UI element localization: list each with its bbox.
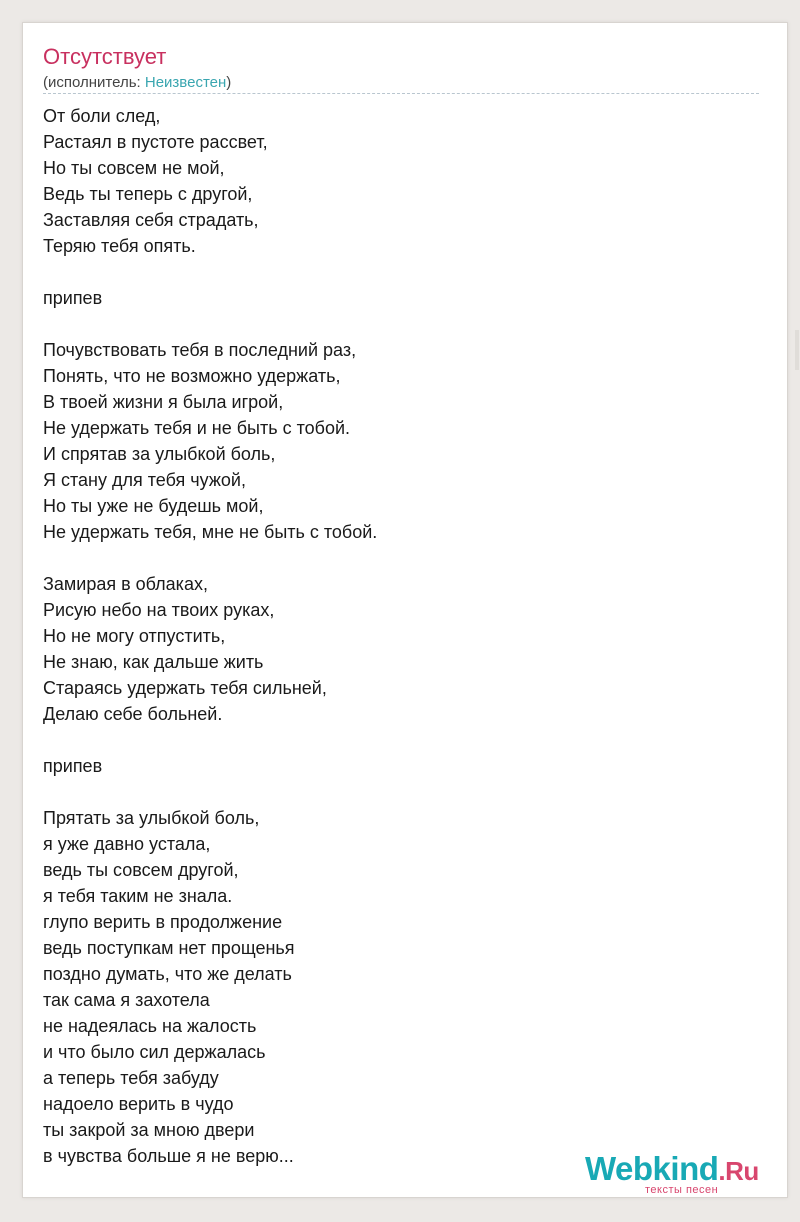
lyric-line: и что было сил держалась (43, 1042, 266, 1062)
lyric-line: Не удержать тебя и не быть с тобой. (43, 418, 351, 438)
lyric-line: Не знаю, как дальше жить (43, 652, 264, 672)
lyric-line: не надеялась на жалость (43, 1016, 257, 1036)
webkind-logo[interactable] (585, 1151, 785, 1199)
stanza-break (43, 727, 377, 753)
lyric-line: я тебя таким не знала. (43, 886, 233, 906)
lyrics-card (22, 22, 788, 1198)
performer-link[interactable]: Неизвестен (144, 74, 227, 91)
lyric-line: поздно думать, что же делать (43, 964, 292, 984)
lyric-line: глупо верить в продолжение (43, 912, 283, 932)
lyric-line: ведь поступкам нет прощенья (43, 938, 295, 958)
lyric-line: Теряю тебя опять. (43, 236, 196, 256)
title-divider (43, 93, 759, 94)
lyric-line: ведь ты совсем другой, (43, 860, 239, 880)
lyric-line: От боли след, (43, 106, 161, 126)
lyric-line: а теперь тебя забуду (43, 1068, 219, 1088)
logo-tagline: тексты песен (645, 1184, 719, 1196)
lyric-line: надоело верить в чудо (43, 1094, 234, 1114)
lyric-line: Я стану для тебя чужой, (43, 470, 246, 490)
lyric-line: В твоей жизни я была игрой, (43, 392, 284, 412)
lyric-line: Рисую небо на твоих руках, (43, 600, 275, 620)
song-title: Отсутствует (43, 44, 167, 69)
stanza-break (43, 545, 377, 571)
lyric-line: Замирая в облаках, (43, 574, 208, 594)
lyrics-text (43, 103, 377, 1169)
stanza-break (43, 259, 377, 285)
lyric-line: ты закрой за мною двери (43, 1120, 255, 1140)
stanza-break (43, 779, 377, 805)
lyric-line: припев (43, 756, 103, 776)
lyric-line: Но ты уже не будешь мой, (43, 496, 264, 516)
performer-line (43, 74, 231, 92)
lyric-line: Растаял в пустоте рассвет, (43, 132, 268, 152)
lyric-line: Ведь ты теперь с другой, (43, 184, 253, 204)
lyric-line: Стараясь удержать тебя сильней, (43, 678, 327, 698)
performer-label-close: ) (226, 74, 232, 91)
lyric-line: Заставляя себя страдать, (43, 210, 259, 230)
lyric-line: припев (43, 288, 103, 308)
scrollbar-edge (795, 330, 799, 370)
logo-brand-name: Webkind (585, 1150, 719, 1187)
lyric-line: Понять, что не возможно удержать, (43, 366, 341, 386)
lyric-line: И спрятав за улыбкой боль, (43, 444, 276, 464)
stanza-break (43, 311, 377, 337)
lyric-line: Но ты совсем не мой, (43, 158, 225, 178)
logo-tld: .Ru (718, 1156, 759, 1186)
lyric-line: так сама я захотела (43, 990, 210, 1010)
lyric-line: я уже давно устала, (43, 834, 211, 854)
lyric-line: Делаю себе больней. (43, 704, 223, 724)
lyric-line: Почувствовать тебя в последний раз, (43, 340, 357, 360)
lyric-line: в чувства больше я не верю... (43, 1146, 294, 1166)
lyric-line: Не удержать тебя, мне не быть с тобой. (43, 522, 378, 542)
performer-label-open: (исполнитель: (43, 74, 145, 91)
lyric-line: Прятать за улыбкой боль, (43, 808, 260, 828)
lyric-line: Но не могу отпустить, (43, 626, 226, 646)
